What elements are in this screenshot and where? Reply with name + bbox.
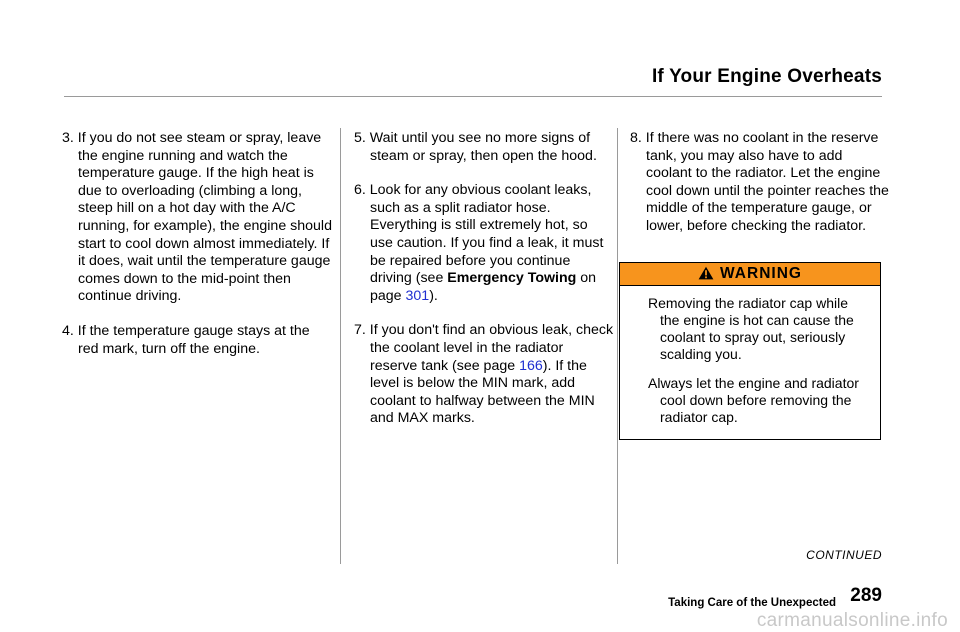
column-1 bbox=[62, 130, 332, 375]
step-3: 3. If you do not see steam or spray, leave the engine running and watch the temperature gauge. If the high heat is due to overloading (climbing a long, steep hill on a hot day with the A/C running, for example), the engine should start to cool down almost immediately. If it does, wait until the temperature gauge comes down to the mid-point then continue driving. bbox=[62, 130, 332, 305]
step-6-text: 6. Look for any obvious coolant leaks, such as a split radiator hose. Everything is still extremely hot, so use caution. If you find a leak, it must be repaired before you continue driving (see bbox=[354, 182, 604, 287]
step-7 bbox=[354, 322, 614, 428]
step-8: 8. If there was no coolant in the reserve tank, you may also have to add coolant to the radiator. Let the engine cool down until the pointer reaches the middle of the temperature gauge, or lower, before checking the radiator. bbox=[630, 130, 889, 234]
page-title: If Your Engine Overheats bbox=[651, 66, 882, 87]
step-6-text: ). bbox=[429, 287, 438, 304]
step-6 bbox=[354, 182, 614, 305]
warning-triangle-icon bbox=[698, 266, 714, 280]
warning-text bbox=[620, 286, 880, 426]
warning-paragraph: Always let the engine and radiator cool down before removing the radiator cap. bbox=[648, 375, 859, 425]
column-divider bbox=[617, 128, 618, 564]
step-6-text: on page bbox=[370, 270, 597, 304]
step-5: 5. Wait until you see no more signs of steam or spray, then open the hood. bbox=[354, 130, 597, 164]
header-rule bbox=[64, 96, 882, 97]
emergency-towing-ref: Emergency Towing bbox=[447, 270, 577, 287]
page-link-166[interactable]: 166 bbox=[519, 357, 543, 374]
footer-section-title: Taking Care of the Unexpected bbox=[668, 597, 836, 609]
warning-paragraph: Removing the radiator cap while the engine is hot can cause the coolant to spray out, seriously scalding you. bbox=[648, 295, 854, 362]
column-2 bbox=[354, 130, 614, 445]
warning-label: WARNING bbox=[720, 265, 802, 282]
page-link-301[interactable]: 301 bbox=[405, 287, 430, 304]
step-7-text: ). If the level is below the MIN mark, add coolant to halfway between the MIN and MAX marks. bbox=[370, 357, 595, 427]
column-divider bbox=[340, 128, 341, 564]
warning-banner bbox=[620, 263, 880, 286]
watermark: carmanualsonline.info bbox=[756, 610, 948, 631]
column-3 bbox=[630, 130, 890, 253]
warning-box bbox=[619, 262, 881, 440]
continued-label: CONTINUED bbox=[806, 548, 882, 562]
step-4: 4. If the temperature gauge stays at the red mark, turn off the engine. bbox=[62, 322, 310, 357]
step-7-text: 7. If you don't find an obvious leak, check the coolant level in the radiator reserve tank (see page bbox=[354, 322, 614, 374]
page-number: 289 bbox=[850, 585, 882, 606]
